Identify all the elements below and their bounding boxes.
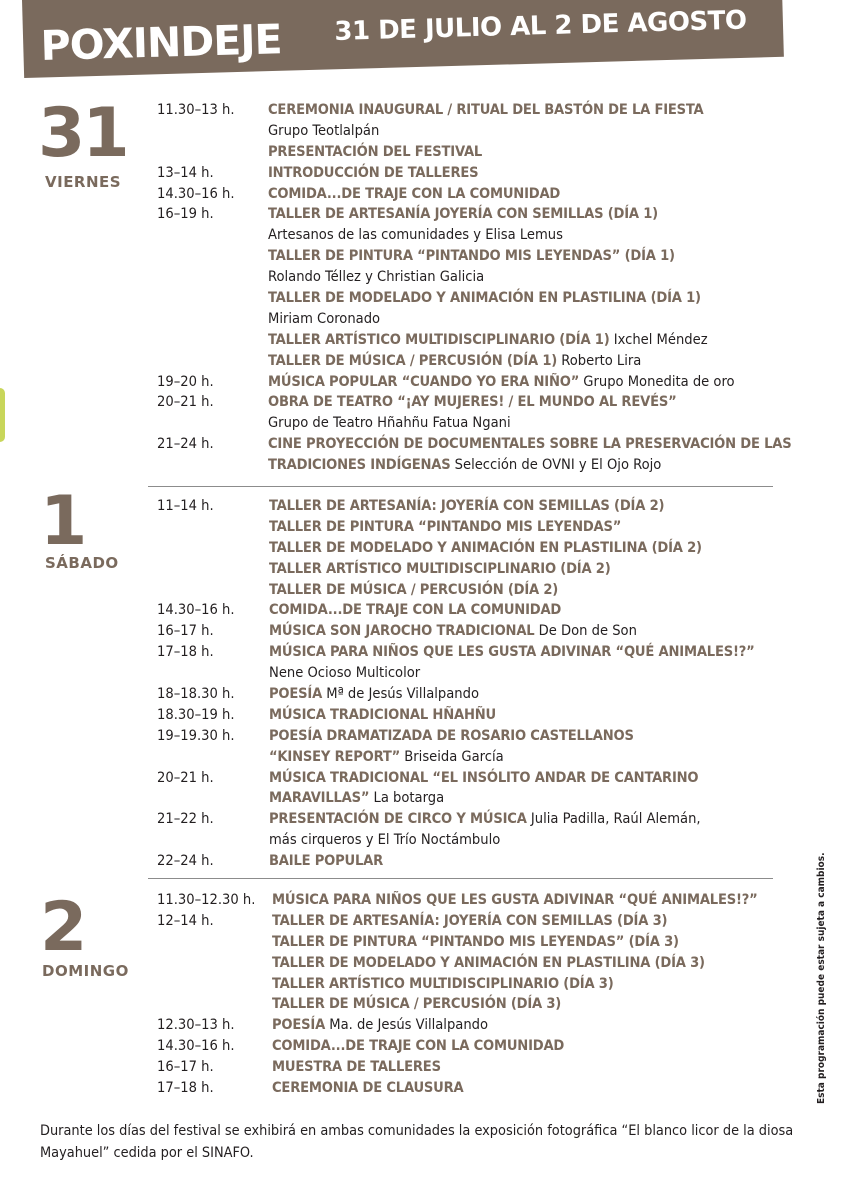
event-title: TALLER ARTÍSTICO MULTIDISCIPLINARIO (DÍA 2) bbox=[269, 559, 611, 577]
event-performer: más cirqueros y El Trío Noctámbulo bbox=[269, 831, 501, 849]
event-description bbox=[268, 225, 563, 246]
schedule-row bbox=[157, 559, 807, 580]
event-time: 17–18 h. bbox=[157, 1079, 214, 1097]
schedule-row bbox=[157, 1057, 807, 1078]
schedule-row bbox=[157, 517, 807, 538]
event-title: TALLER DE MÚSICA / PERCUSIÓN (DÍA 1) bbox=[268, 351, 558, 369]
schedule-row bbox=[157, 932, 807, 953]
event-description bbox=[268, 434, 792, 455]
schedule-row bbox=[157, 246, 807, 267]
event-performer: Artesanos de las comunidades y Elisa Lemus bbox=[268, 226, 563, 244]
event-performer: Briseida García bbox=[404, 747, 504, 765]
event-description bbox=[272, 932, 679, 953]
schedule-row bbox=[157, 788, 807, 809]
event-title: OBRA DE TEATRO “¡AY MUJERES! / EL MUNDO AL REVÉS” bbox=[268, 393, 677, 411]
schedule-day-1 bbox=[157, 496, 807, 872]
event-time: 19–19.30 h. bbox=[157, 726, 235, 744]
event-time: 11–14 h. bbox=[157, 497, 214, 514]
schedule-row bbox=[157, 392, 807, 413]
schedule-row bbox=[157, 580, 807, 601]
event-description bbox=[268, 121, 379, 142]
event-performer: Rolando Téllez y Christian Galicia bbox=[268, 268, 485, 286]
event-time: 20–21 h. bbox=[157, 393, 214, 411]
event-title: TALLER DE PINTURA “PINTANDO MIS LEYENDAS” bbox=[269, 517, 622, 535]
schedule-row bbox=[157, 768, 807, 789]
event-description bbox=[269, 642, 755, 663]
event-title: TRADICIONES INDÍGENAS bbox=[268, 456, 451, 474]
day-number: 31 bbox=[38, 94, 127, 173]
event-performer: Ixchel Méndez bbox=[613, 330, 708, 348]
schedule-row bbox=[157, 911, 807, 932]
event-time: 18–18.30 h. bbox=[157, 685, 235, 703]
schedule-row bbox=[157, 1078, 807, 1099]
event-title: PRESENTACIÓN DE CIRCO Y MÚSICA bbox=[269, 810, 527, 828]
event-title: TALLER DE MODELADO Y ANIMACIÓN EN PLASTILINA (DÍA 2) bbox=[269, 538, 702, 556]
event-performer: Selección de OVNI y El Ojo Rojo bbox=[454, 456, 662, 474]
event-time: 14.30–16 h. bbox=[157, 184, 235, 202]
event-time: 14.30–16 h. bbox=[157, 601, 235, 619]
event-description bbox=[269, 517, 621, 538]
event-title: MARAVILLAS” bbox=[269, 789, 370, 807]
event-time: 11.30–13 h. bbox=[157, 101, 235, 118]
event-title: TALLER DE MÚSICA / PERCUSIÓN (DÍA 2) bbox=[269, 580, 559, 598]
event-time: 18.30–19 h. bbox=[157, 705, 235, 723]
event-title: TALLER DE MODELADO Y ANIMACIÓN EN PLASTILINA (DÍA 3) bbox=[272, 953, 705, 971]
schedule-row bbox=[157, 1036, 807, 1057]
event-performer: Julia Padilla, Raúl Alemán, bbox=[530, 810, 701, 828]
event-title: INTRODUCCIÓN DE TALLERES bbox=[268, 163, 479, 181]
schedule-row bbox=[157, 330, 807, 351]
event-description bbox=[272, 953, 705, 974]
event-title: TALLER DE PINTURA “PINTANDO MIS LEYENDAS” (DÍA 1) bbox=[268, 247, 675, 265]
event-title: COMIDA...DE TRAJE CON LA COMUNIDAD bbox=[268, 184, 561, 202]
schedule-day-2 bbox=[157, 890, 807, 1099]
event-description bbox=[269, 559, 611, 580]
event-description bbox=[268, 455, 661, 476]
festival-dates: 31 DE JULIO AL 2 DE AGOSTO bbox=[334, 5, 747, 47]
event-title: TALLER DE ARTESANÍA JOYERÍA CON SEMILLAS (DÍA 1) bbox=[268, 205, 658, 223]
event-title: TALLER DE PINTURA “PINTANDO MIS LEYENDAS” (DÍA 3) bbox=[272, 932, 679, 950]
event-description bbox=[272, 911, 667, 932]
schedule-row bbox=[157, 726, 807, 747]
schedule-row bbox=[157, 621, 807, 642]
event-title: MÚSICA TRADICIONAL “EL INSÓLITO ANDAR DE CANTARINO bbox=[269, 768, 699, 786]
event-title: MÚSICA PARA NIÑOS QUE LES GUSTA ADIVINAR “QUÉ ANIMALES!?” bbox=[272, 891, 758, 908]
event-description bbox=[268, 142, 482, 163]
event-performer: Nene Ocioso Multicolor bbox=[269, 664, 421, 682]
schedule-row bbox=[157, 830, 807, 851]
event-title: COMIDA...DE TRAJE CON LA COMUNIDAD bbox=[269, 601, 562, 619]
event-description bbox=[269, 496, 664, 517]
event-title: MUESTRA DE TALLERES bbox=[272, 1058, 441, 1076]
schedule-row bbox=[157, 642, 807, 663]
event-title: BAILE POPULAR bbox=[269, 852, 384, 870]
day-separator bbox=[148, 486, 773, 487]
event-performer: Mª de Jesús Villalpando bbox=[326, 685, 479, 703]
day-number: 1 bbox=[40, 482, 85, 561]
event-description bbox=[269, 621, 637, 642]
event-time: 21–22 h. bbox=[157, 810, 214, 828]
event-description bbox=[269, 747, 504, 768]
schedule-row bbox=[157, 142, 807, 163]
schedule-row bbox=[157, 184, 807, 205]
schedule-day-31 bbox=[157, 100, 807, 476]
event-title: TALLER DE ARTESANÍA: JOYERÍA CON SEMILLAS (DÍA 3) bbox=[272, 911, 668, 929]
event-description bbox=[268, 309, 380, 330]
schedule-row bbox=[157, 1015, 807, 1036]
event-title: MÚSICA PARA NIÑOS QUE LES GUSTA ADIVINAR “QUÉ ANIMALES!?” bbox=[269, 643, 755, 661]
schedule-row bbox=[157, 225, 807, 246]
event-description bbox=[269, 788, 444, 809]
event-description bbox=[268, 184, 560, 205]
event-description bbox=[269, 809, 701, 830]
event-performer: Roberto Lira bbox=[561, 351, 642, 369]
event-description bbox=[272, 1015, 488, 1036]
event-description bbox=[268, 288, 701, 309]
schedule-row bbox=[157, 663, 807, 684]
event-time: 12.30–13 h. bbox=[157, 1016, 235, 1034]
event-description bbox=[272, 1057, 441, 1078]
event-description bbox=[269, 600, 561, 621]
event-description bbox=[269, 768, 698, 789]
schedule-row bbox=[157, 953, 807, 974]
event-description bbox=[272, 994, 561, 1015]
event-description bbox=[268, 351, 641, 372]
schedule-row bbox=[157, 100, 807, 121]
event-description bbox=[268, 100, 704, 121]
event-title: COMIDA...DE TRAJE CON LA COMUNIDAD bbox=[272, 1037, 565, 1055]
day-name: DOMINGO bbox=[42, 962, 129, 980]
day-name: VIERNES bbox=[45, 173, 122, 191]
event-time: 14.30–16 h. bbox=[157, 1037, 235, 1055]
event-time: 16–17 h. bbox=[157, 1058, 214, 1076]
event-description bbox=[269, 830, 500, 851]
schedule-row bbox=[157, 309, 807, 330]
event-description bbox=[269, 851, 383, 872]
event-time: 22–24 h. bbox=[157, 852, 214, 870]
event-time: 16–17 h. bbox=[157, 622, 214, 640]
event-title: TALLER DE MÚSICA / PERCUSIÓN (DÍA 3) bbox=[272, 995, 562, 1013]
event-time: 19–20 h. bbox=[157, 372, 214, 390]
schedule-row bbox=[157, 496, 807, 517]
event-description bbox=[268, 392, 677, 413]
event-description bbox=[268, 372, 735, 393]
event-title: POESÍA bbox=[272, 1016, 326, 1034]
schedule-row bbox=[157, 809, 807, 830]
schedule-row bbox=[157, 890, 807, 911]
schedule-row bbox=[157, 994, 807, 1015]
schedule-row bbox=[157, 372, 807, 393]
event-description bbox=[268, 413, 511, 434]
event-description bbox=[268, 267, 484, 288]
event-title: TALLER DE MODELADO Y ANIMACIÓN EN PLASTILINA (DÍA 1) bbox=[268, 289, 701, 307]
schedule-row bbox=[157, 684, 807, 705]
event-time: 17–18 h. bbox=[157, 643, 214, 661]
schedule-row bbox=[157, 267, 807, 288]
event-description bbox=[272, 890, 758, 911]
event-description bbox=[269, 538, 702, 559]
schedule-row bbox=[157, 413, 807, 434]
schedule-row bbox=[157, 747, 807, 768]
event-time: 13–14 h. bbox=[157, 163, 214, 181]
schedule-row bbox=[157, 204, 807, 225]
schedule-row bbox=[157, 455, 807, 476]
schedule-row bbox=[157, 351, 807, 372]
event-title: MÚSICA TRADICIONAL HÑAHÑU bbox=[269, 705, 496, 723]
schedule-row bbox=[157, 851, 807, 872]
schedule-row bbox=[157, 288, 807, 309]
event-description bbox=[269, 705, 496, 726]
footer-note: Durante los días del festival se exhibirá en ambas comunidades la exposición fotográfica “El blanco licor de la diosa Mayahuel” cedida por el SINAFO. bbox=[40, 1123, 794, 1161]
event-description bbox=[269, 580, 558, 601]
schedule-row bbox=[157, 974, 807, 995]
event-description bbox=[272, 1078, 464, 1099]
event-title: PRESENTACIÓN DEL FESTIVAL bbox=[268, 142, 483, 160]
event-title: TALLER DE ARTESANÍA: JOYERÍA CON SEMILLAS (DÍA 2) bbox=[269, 497, 665, 514]
decorative-leaf bbox=[0, 388, 5, 442]
event-performer: Grupo de Teatro Hñahñu Fatua Ngani bbox=[268, 414, 511, 432]
day-separator bbox=[148, 878, 773, 879]
event-performer: Miriam Coronado bbox=[268, 309, 381, 327]
event-performer: Ma. de Jesús Villalpando bbox=[329, 1016, 489, 1034]
event-time: 16–19 h. bbox=[157, 205, 214, 223]
event-performer: De Don de Son bbox=[538, 622, 637, 640]
event-title: “KINSEY REPORT” bbox=[269, 747, 401, 765]
event-performer: La botarga bbox=[373, 789, 445, 807]
schedule-row bbox=[157, 705, 807, 726]
schedule-disclaimer: Esta programación puede estar sujeta a cambios. bbox=[816, 852, 827, 1104]
event-title: MÚSICA SON JAROCHO TRADICIONAL bbox=[269, 622, 535, 640]
schedule-row bbox=[157, 163, 807, 184]
event-description bbox=[269, 684, 479, 705]
day-number: 2 bbox=[40, 888, 85, 967]
schedule-row bbox=[157, 121, 807, 142]
event-title: TALLER ARTÍSTICO MULTIDISCIPLINARIO (DÍA 3) bbox=[272, 974, 614, 992]
event-description bbox=[269, 663, 420, 684]
schedule-row bbox=[157, 434, 807, 455]
event-title: POESÍA bbox=[269, 685, 323, 703]
event-description bbox=[268, 163, 478, 184]
event-description bbox=[268, 330, 708, 351]
day-name: SÁBADO bbox=[45, 554, 119, 572]
event-title: CEREMONIA DE CLAUSURA bbox=[272, 1079, 464, 1097]
event-time: 21–24 h. bbox=[157, 435, 214, 453]
festival-title: POXINDEJE bbox=[40, 15, 283, 70]
event-title: CINE PROYECCIÓN DE DOCUMENTALES SOBRE LA PRESERVACIÓN DE LAS bbox=[268, 435, 792, 453]
event-description bbox=[272, 1036, 564, 1057]
event-title: POESÍA DRAMATIZADA DE ROSARIO CASTELLANOS bbox=[269, 726, 634, 744]
event-title: TALLER ARTÍSTICO MULTIDISCIPLINARIO (DÍA 1) bbox=[268, 330, 610, 348]
event-description bbox=[268, 204, 658, 225]
schedule-row bbox=[157, 538, 807, 559]
event-performer: Grupo Monedita de oro bbox=[583, 372, 735, 390]
event-title: CEREMONIA INAUGURAL / RITUAL DEL BASTÓN DE LA FIESTA bbox=[268, 101, 704, 118]
event-time: 12–14 h. bbox=[157, 911, 214, 929]
event-description bbox=[269, 726, 634, 747]
event-time: 20–21 h. bbox=[157, 768, 214, 786]
event-description bbox=[272, 974, 614, 995]
schedule-row bbox=[157, 600, 807, 621]
event-title: MÚSICA POPULAR “CUANDO YO ERA NIÑO” bbox=[268, 372, 580, 390]
event-performer: Grupo Teotlalpán bbox=[268, 121, 380, 139]
event-description bbox=[268, 246, 675, 267]
event-time: 11.30–12.30 h. bbox=[157, 891, 256, 908]
